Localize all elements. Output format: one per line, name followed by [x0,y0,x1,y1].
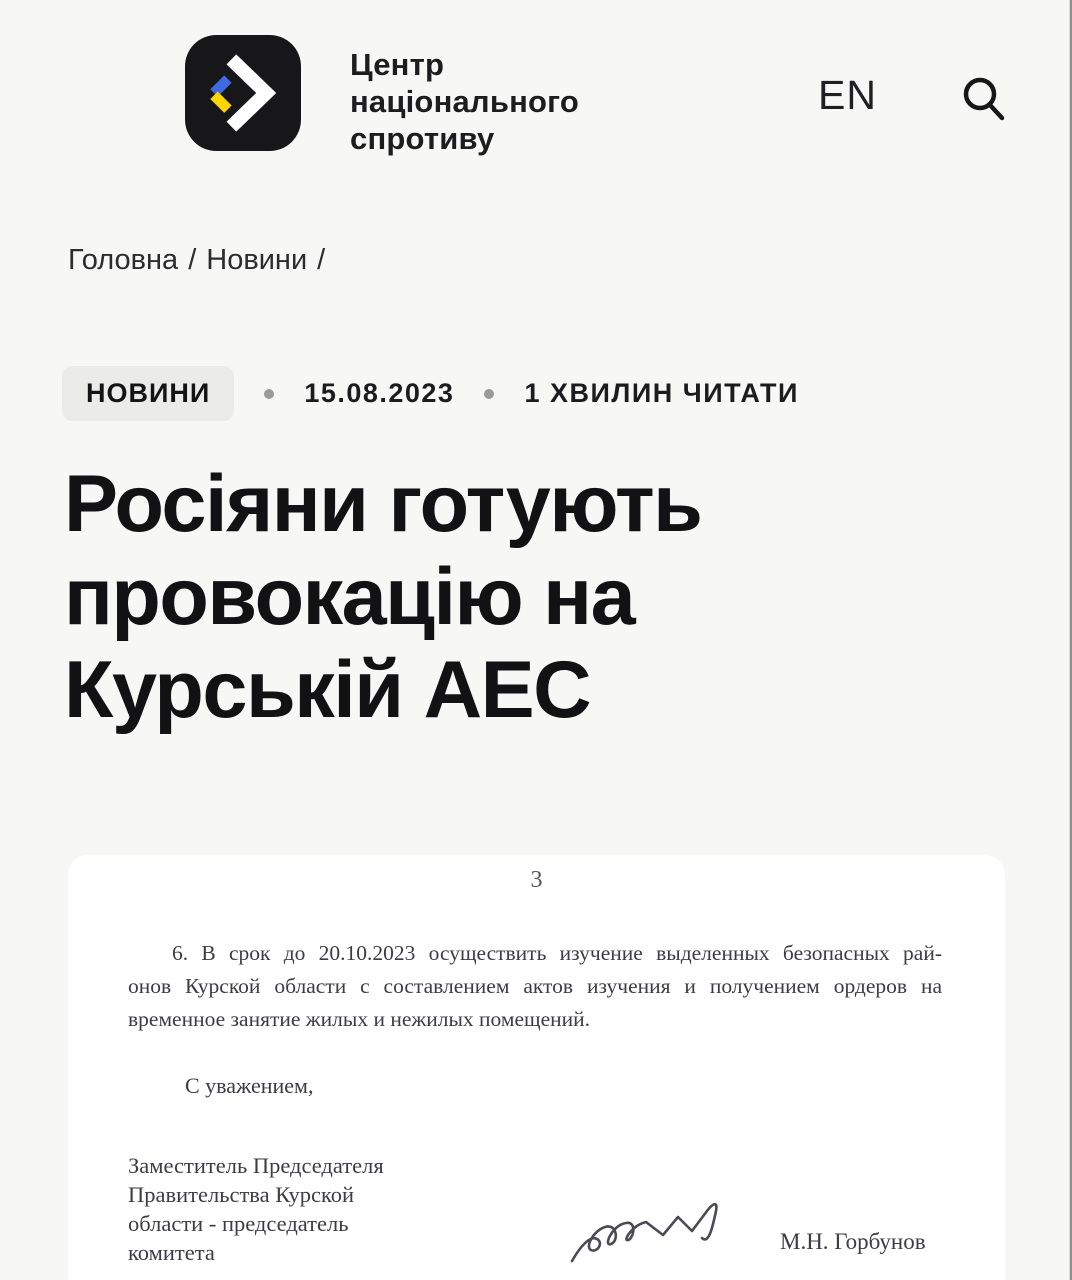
site-name-line: Центр [350,47,445,82]
doc-paragraph [128,937,942,1036]
breadcrumb-news-link[interactable]: Новини [206,244,308,276]
search-button[interactable] [956,70,1012,126]
title-line: Курській АЕС [64,645,591,735]
doc-signer-title-line: комитета [128,1240,215,1265]
doc-signer-name: М.Н. Горбунов [780,1229,926,1254]
doc-signer-title-line: области - председатель [128,1211,349,1236]
breadcrumb-separator: / [188,244,197,276]
doc-signer-title [128,1151,384,1267]
search-icon [956,70,1012,126]
scanned-document-image [68,855,1005,1280]
doc-signer-title-line: Правительства Курской [128,1182,355,1207]
doc-signer-title-line: Заместитель Председателя [128,1153,384,1178]
meta-dot-separator [264,389,274,399]
doc-page-number: 3 [530,867,543,893]
language-switcher[interactable]: EN [818,72,877,118]
site-name-line: спротиву [350,121,495,156]
article-date: 15.08.2023 [304,378,455,408]
article-title [64,458,1024,737]
breadcrumb-home-link[interactable]: Головна [68,244,179,276]
title-line: Росіяни готують [64,459,702,549]
read-time: 1 ХВИЛИН ЧИТАТИ [524,378,799,408]
doc-salutation: С уважением, [185,1073,314,1098]
doc-paragraph-line: 6. В срок до 20.10.2023 осуществить изучение выделенных безопасных рай- [172,941,942,965]
category-badge[interactable]: НОВИНИ [62,366,234,421]
site-name-line: національного [350,84,579,119]
site-name[interactable] [350,46,579,157]
doc-paragraph-line: временное занятие жилых и нежилых помещений. [128,1007,591,1031]
handwritten-signature-icon [566,1181,741,1278]
article-meta [62,366,799,421]
meta-dot-separator [484,389,494,399]
title-line: провокацію на [64,552,635,642]
doc-paragraph-line: онов Курской области с составлением актов изучения и получением ордеров на [128,974,942,998]
breadcrumb-separator: / [317,244,326,276]
cns-logo-icon [185,35,301,151]
site-logo[interactable] [185,35,301,151]
breadcrumb [68,244,335,277]
